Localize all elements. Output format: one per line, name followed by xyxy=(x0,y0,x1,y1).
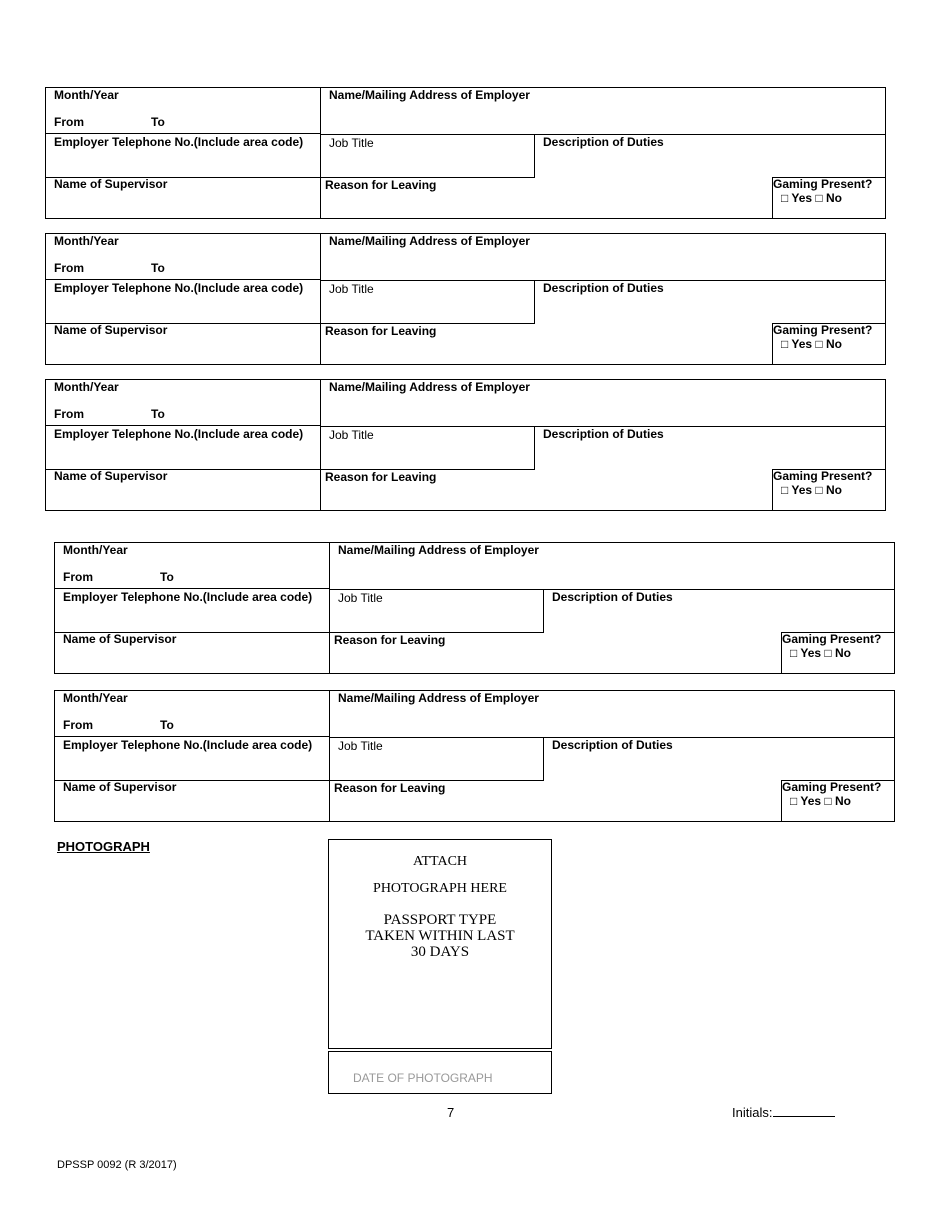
month-year-label: Month/Year xyxy=(63,691,128,705)
yes-checkbox[interactable]: □ xyxy=(781,191,789,205)
yes-checkbox[interactable]: □ xyxy=(790,794,798,808)
month-year-label: Month/Year xyxy=(54,380,119,394)
initials-blank-line[interactable] xyxy=(773,1105,835,1117)
reason-for-leaving-label: Reason for Leaving xyxy=(334,633,446,647)
gaming-present-options xyxy=(781,191,842,205)
employment-block xyxy=(54,690,895,822)
employment-block xyxy=(45,379,886,511)
employer-telephone-label: Employer Telephone No.(Include area code) xyxy=(63,590,313,604)
to-label: To xyxy=(151,407,165,421)
row-divider xyxy=(46,279,320,280)
initials-field[interactable] xyxy=(732,1105,835,1120)
photo-instruction-taken: TAKEN WITHIN LAST xyxy=(365,928,515,944)
no-checkbox[interactable]: □ xyxy=(824,794,832,808)
column-divider xyxy=(320,380,321,510)
date-of-photograph-field[interactable] xyxy=(328,1051,552,1094)
date-of-photograph-label: DATE OF PHOTOGRAPH xyxy=(353,1071,493,1085)
month-year-label: Month/Year xyxy=(63,543,128,557)
yes-checkbox[interactable]: □ xyxy=(781,337,789,351)
to-label: To xyxy=(151,115,165,129)
no-checkbox[interactable]: □ xyxy=(815,191,823,205)
employer-telephone-label: Employer Telephone No.(Include area code) xyxy=(54,427,304,441)
from-label: From xyxy=(63,570,93,584)
column-divider xyxy=(534,280,535,324)
no-checkbox[interactable]: □ xyxy=(824,646,832,660)
reason-for-leaving-label: Reason for Leaving xyxy=(334,781,446,795)
job-title-label: Job Title xyxy=(338,739,383,753)
no-label: No xyxy=(826,337,843,351)
column-divider xyxy=(543,589,544,633)
employer-name-address-label: Name/Mailing Address of Employer xyxy=(329,380,530,394)
employer-name-address-label: Name/Mailing Address of Employer xyxy=(338,543,539,557)
month-year-label: Month/Year xyxy=(54,234,119,248)
photo-instruction-here: PHOTOGRAPH HERE xyxy=(373,881,507,896)
description-of-duties-label: Description of Duties xyxy=(543,281,664,295)
row-divider xyxy=(55,736,329,737)
from-label: From xyxy=(54,261,84,275)
column-divider xyxy=(320,88,321,218)
column-divider xyxy=(534,134,535,178)
photo-instruction-passport: PASSPORT TYPE xyxy=(383,912,497,928)
gaming-present-options xyxy=(781,483,842,497)
yes-label: Yes xyxy=(791,337,813,351)
description-of-duties-label: Description of Duties xyxy=(552,738,673,752)
column-divider xyxy=(543,737,544,781)
reason-for-leaving-label: Reason for Leaving xyxy=(325,178,437,192)
no-label: No xyxy=(826,483,843,497)
no-label: No xyxy=(835,794,852,808)
reason-for-leaving-label: Reason for Leaving xyxy=(325,470,437,484)
month-year-label: Month/Year xyxy=(54,88,119,102)
row-divider xyxy=(55,588,329,589)
supervisor-name-label: Name of Supervisor xyxy=(63,632,177,646)
from-label: From xyxy=(54,115,84,129)
employment-block xyxy=(54,542,895,674)
employer-telephone-label: Employer Telephone No.(Include area code) xyxy=(63,738,313,752)
gaming-present-label: Gaming Present? xyxy=(773,323,873,337)
employment-block xyxy=(45,87,886,219)
description-of-duties-label: Description of Duties xyxy=(543,427,664,441)
photograph-heading: PHOTOGRAPH xyxy=(57,839,150,854)
gaming-present-label: Gaming Present? xyxy=(782,780,882,794)
to-label: To xyxy=(151,261,165,275)
employer-name-address-label: Name/Mailing Address of Employer xyxy=(338,691,539,705)
job-title-label: Job Title xyxy=(329,282,374,296)
photo-instruction-days: 30 DAYS xyxy=(410,944,470,960)
column-divider xyxy=(320,234,321,364)
supervisor-name-label: Name of Supervisor xyxy=(63,780,177,794)
photograph-attach-box[interactable] xyxy=(328,839,552,1049)
no-label: No xyxy=(835,646,852,660)
from-label: From xyxy=(54,407,84,421)
photo-instruction-attach: ATTACH xyxy=(412,854,468,869)
supervisor-name-label: Name of Supervisor xyxy=(54,469,168,483)
yes-label: Yes xyxy=(791,483,813,497)
gaming-present-options xyxy=(790,794,851,808)
to-label: To xyxy=(160,718,174,732)
job-title-label: Job Title xyxy=(329,428,374,442)
row-divider xyxy=(46,425,320,426)
from-label: From xyxy=(63,718,93,732)
form-id: DPSSP 0092 (R 3/2017) xyxy=(57,1159,177,1171)
yes-checkbox[interactable]: □ xyxy=(790,646,798,660)
to-label: To xyxy=(160,570,174,584)
yes-label: Yes xyxy=(791,191,813,205)
page-number: 7 xyxy=(447,1105,455,1120)
row-divider xyxy=(46,133,320,134)
column-divider xyxy=(329,543,330,673)
no-checkbox[interactable]: □ xyxy=(815,337,823,351)
gaming-present-options xyxy=(781,337,842,351)
employer-telephone-label: Employer Telephone No.(Include area code) xyxy=(54,281,304,295)
yes-label: Yes xyxy=(800,794,822,808)
reason-for-leaving-label: Reason for Leaving xyxy=(325,324,437,338)
supervisor-name-label: Name of Supervisor xyxy=(54,177,168,191)
job-title-label: Job Title xyxy=(338,591,383,605)
gaming-present-label: Gaming Present? xyxy=(773,177,873,191)
column-divider xyxy=(534,426,535,470)
description-of-duties-label: Description of Duties xyxy=(552,590,673,604)
supervisor-name-label: Name of Supervisor xyxy=(54,323,168,337)
employer-name-address-label: Name/Mailing Address of Employer xyxy=(329,234,530,248)
initials-label: Initials: xyxy=(732,1105,773,1120)
no-label: No xyxy=(826,191,843,205)
no-checkbox[interactable]: □ xyxy=(815,483,823,497)
yes-label: Yes xyxy=(800,646,822,660)
column-divider xyxy=(329,691,330,821)
yes-checkbox[interactable]: □ xyxy=(781,483,789,497)
gaming-present-label: Gaming Present? xyxy=(773,469,873,483)
employer-telephone-label: Employer Telephone No.(Include area code) xyxy=(54,135,304,149)
employer-name-address-label: Name/Mailing Address of Employer xyxy=(329,88,530,102)
employment-block xyxy=(45,233,886,365)
job-title-label: Job Title xyxy=(329,136,374,150)
gaming-present-options xyxy=(790,646,851,660)
description-of-duties-label: Description of Duties xyxy=(543,135,664,149)
gaming-present-label: Gaming Present? xyxy=(782,632,882,646)
